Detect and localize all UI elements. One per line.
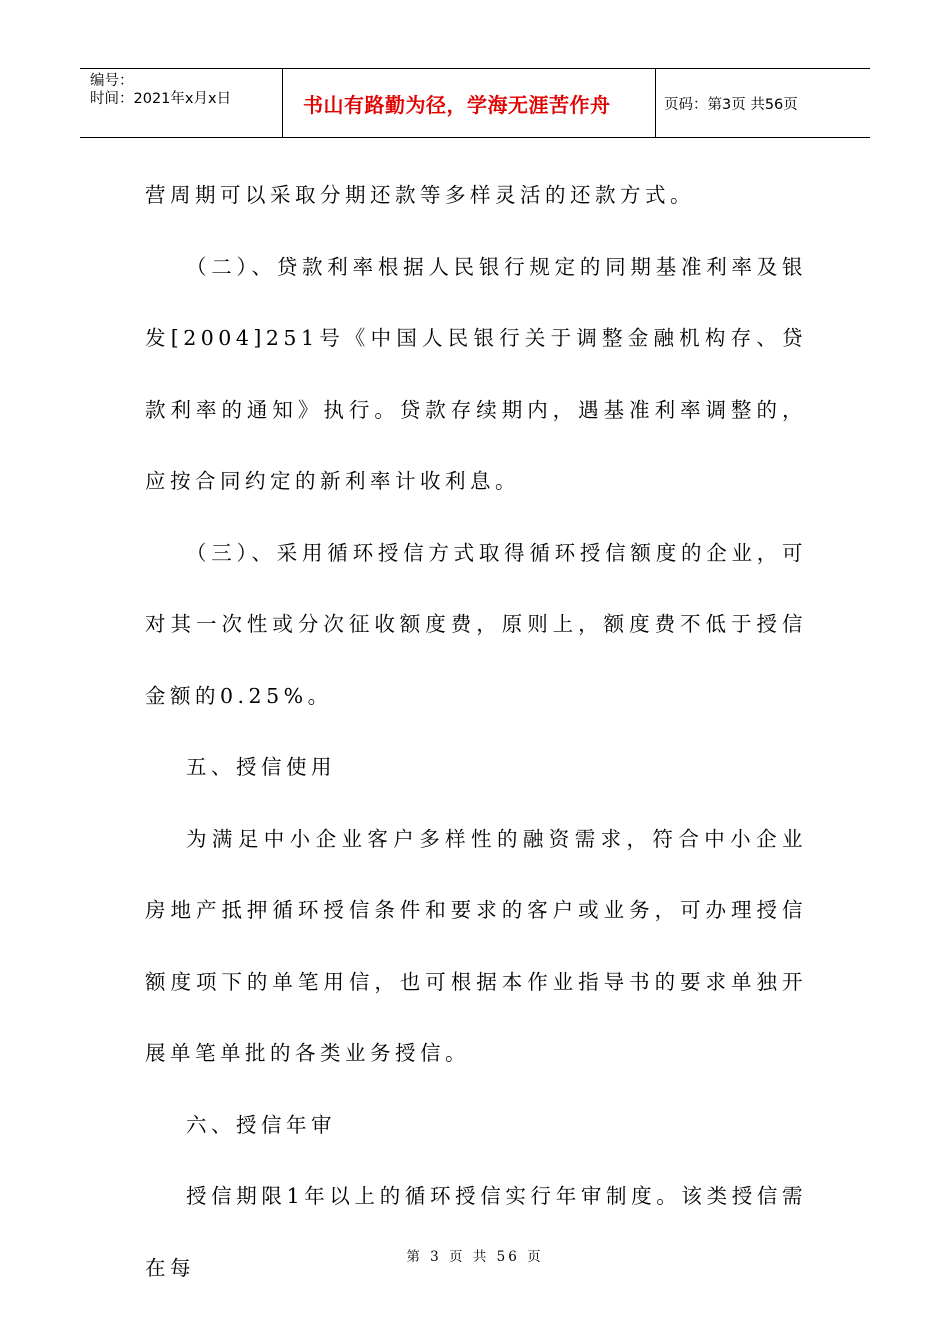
document-body	[145, 160, 807, 1304]
header-motto: 书山有路勤为径，学海无涯苦作舟	[283, 69, 656, 137]
document-number-label: 编号：	[90, 73, 134, 89]
paragraph-annual-review: 授信期限1年以上的循环授信实行年审制度。该类授信需在每	[145, 1184, 807, 1280]
paragraph-interest-rate: （二）、贷款利率根据人民银行规定的同期基准利率及银发[2004]251号《中国人民银行关于调整金融机构存、贷款利率的通知》执行。贷款存续期内，遇基准利率调整的，应按合同约定的新利率计收利息。	[145, 254, 807, 493]
document-time-label: 时间：2021年x月x日	[90, 91, 232, 107]
paragraph-credit-fee: （三）、采用循环授信方式取得循环授信额度的企业，可对其一次性或分次征收额度费，原则上，额度费不低于授信金额的0.25%。	[145, 540, 807, 708]
section-heading-credit-use: 五、授信使用	[186, 755, 336, 779]
header-page-info: 页码：第3页 共56页	[664, 96, 798, 113]
header-meta-cell	[80, 69, 283, 137]
document-header	[80, 68, 870, 138]
section-heading-annual-review: 六、授信年审	[186, 1112, 336, 1137]
page-footer: 第 3 页 共 56 页	[406, 1249, 544, 1265]
paragraph-credit-use: 为满足中小企业客户多样性的融资需求，符合中小企业房地产抵押循环授信条件和要求的客户或业务，可办理授信额度项下的单笔用信，也可根据本作业指导书的要求单独开展单笔单批的各类业务授信。	[145, 826, 807, 1065]
paragraph-loan-repayment: 营周期可以采取分期还款等多样灵活的还款方式。	[145, 183, 695, 207]
